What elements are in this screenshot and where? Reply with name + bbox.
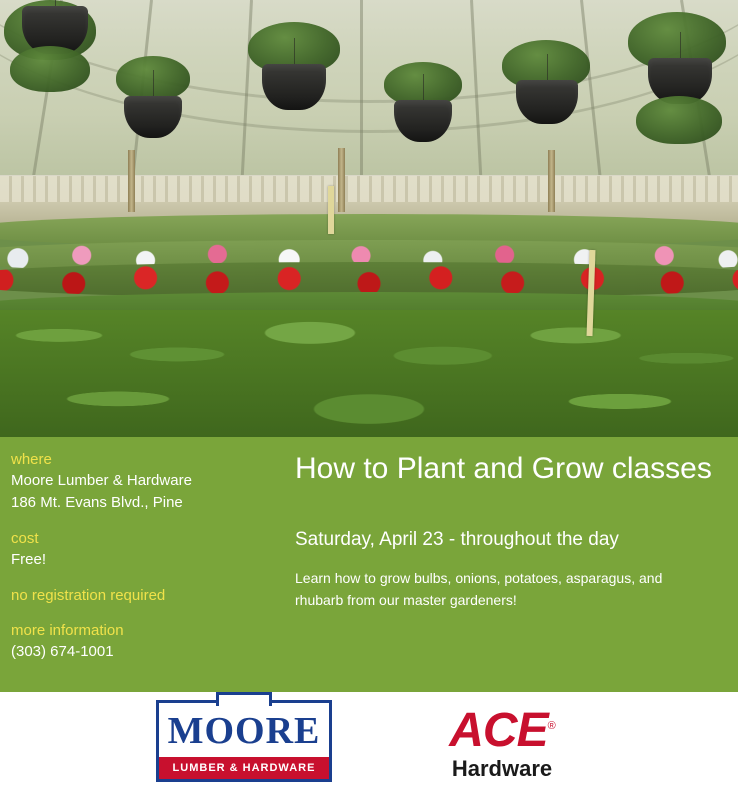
event-date: Saturday, April 23 - throughout the day	[295, 529, 619, 550]
moore-logo-wordmark: MOORE	[167, 710, 321, 752]
moore-lumber-logo	[156, 700, 332, 782]
support-post	[548, 150, 555, 212]
registration-note: no registration required	[11, 587, 166, 604]
roof-rib	[360, 0, 363, 190]
moore-logo-notch	[216, 692, 272, 706]
moore-logo-tagline: LUMBER & HARDWARE	[159, 757, 329, 779]
event-description	[295, 449, 725, 611]
ace-logo-wordmark	[422, 701, 582, 756]
phone-number: (303) 674-1001	[11, 643, 114, 660]
cost-label: cost	[11, 530, 39, 547]
cost-value: Free!	[11, 551, 47, 568]
basket-foliage	[636, 96, 722, 144]
support-post	[128, 150, 135, 212]
event-body-copy: Learn how to grow bulbs, onions, potatoes, asparagus, and rhubarb from our master gardeners!	[295, 570, 663, 608]
registered-trademark-icon: ®	[547, 720, 555, 732]
basket-foliage	[10, 46, 90, 92]
ace-logo-text: ACE	[449, 704, 548, 757]
hanging-basket	[262, 64, 326, 110]
more-information-label: more information	[11, 622, 124, 639]
logo-row	[0, 700, 738, 782]
plant-stake	[328, 186, 334, 234]
info-panel	[0, 437, 738, 692]
where-label: where	[11, 451, 52, 468]
ace-hardware-logo	[422, 701, 582, 781]
bench-fence	[0, 176, 738, 202]
where-line-2: 186 Mt. Evans Blvd., Pine	[11, 494, 183, 511]
ace-logo-subtext: Hardware	[451, 756, 553, 781]
logo-footer	[0, 692, 738, 800]
support-post	[338, 148, 345, 212]
foreground-foliage	[0, 310, 738, 437]
page-title: How to Plant and Grow classes	[295, 452, 712, 485]
event-details	[11, 449, 276, 663]
where-line-1: Moore Lumber & Hardware	[11, 472, 192, 489]
